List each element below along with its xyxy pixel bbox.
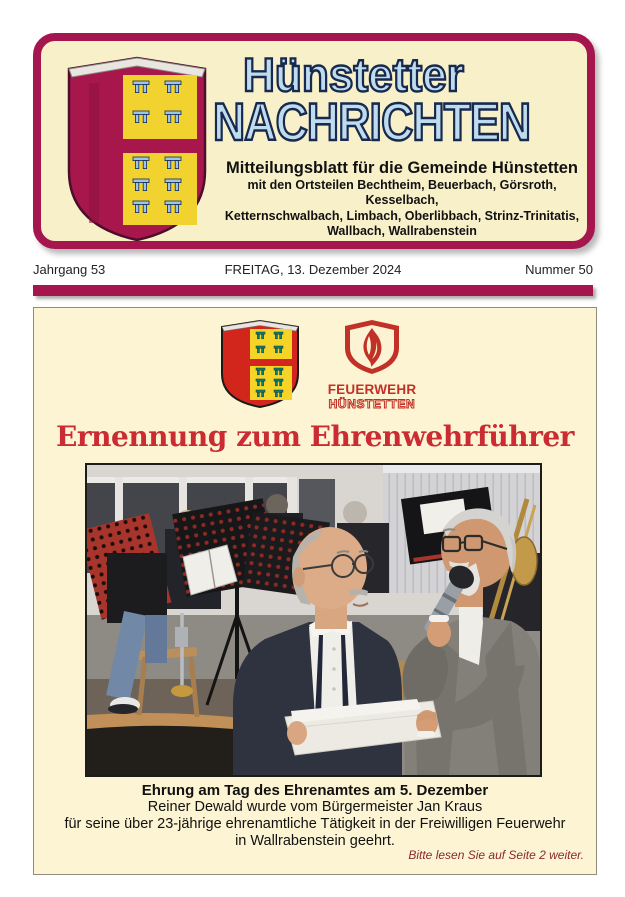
volume-label: Jahrgang 53: [33, 262, 106, 277]
newsletter-main-title: NACHRICHTEN: [213, 93, 531, 152]
masthead-box: [33, 33, 595, 249]
fire-dept-town: HÜNSTETTEN: [328, 397, 416, 411]
photo-caption: [34, 782, 596, 850]
fire-dept-logo: [326, 318, 418, 411]
article-photo: [85, 463, 542, 777]
logo-row: [34, 318, 596, 414]
huenstetten-crest-icon: [61, 53, 213, 250]
caption-line-1: Reiner Dewald wurde vom Bürgermeister Jan Kraus: [147, 799, 483, 815]
crest-logo-icon: [218, 318, 302, 415]
districts-line-2: Ketternschwalbach, Limbach, Oberlibbach, Strinz-Trinitatis,: [224, 208, 580, 223]
continuation-note: Bitte lesen Sie auf Seite 2 weiter.: [408, 848, 584, 862]
article-headline: Ernennung zum Ehrenwehrführer: [56, 420, 574, 453]
districts-line-1: mit den Ortsteilen Bechtheim, Beuerbach, Görsroth, Kesselbach,: [247, 178, 557, 208]
newsletter-script-title: Hünstetter: [243, 48, 464, 101]
front-article-box: [33, 307, 597, 875]
fire-dept-shield-icon: [341, 318, 403, 376]
districts-line-3: Wallbach, Wallrabenstein: [327, 223, 477, 238]
issue-info-row: [33, 262, 593, 278]
divider-bar: [33, 285, 593, 296]
caption-heading: Ehrung am Tag des Ehrenamtes am 5. Dezember: [141, 782, 489, 799]
fire-dept-name: FEUERWEHR: [327, 382, 417, 397]
number-label: Nummer 50: [525, 262, 593, 277]
photo-illustration: [87, 465, 540, 775]
masthead-subtitle: Mitteilungsblatt für die Gemeinde Hünstetten: [225, 159, 579, 177]
masthead-titles: [213, 48, 591, 239]
caption-line-2: für seine über 23-jährige ehrenamtliche Tätigkeit in der Freiwilligen Feuerwehr: [64, 815, 566, 832]
date-label: FREITAG, 13. Dezember 2024: [224, 262, 402, 277]
caption-line-3: in Wallrabenstein geehrt.: [235, 832, 395, 849]
